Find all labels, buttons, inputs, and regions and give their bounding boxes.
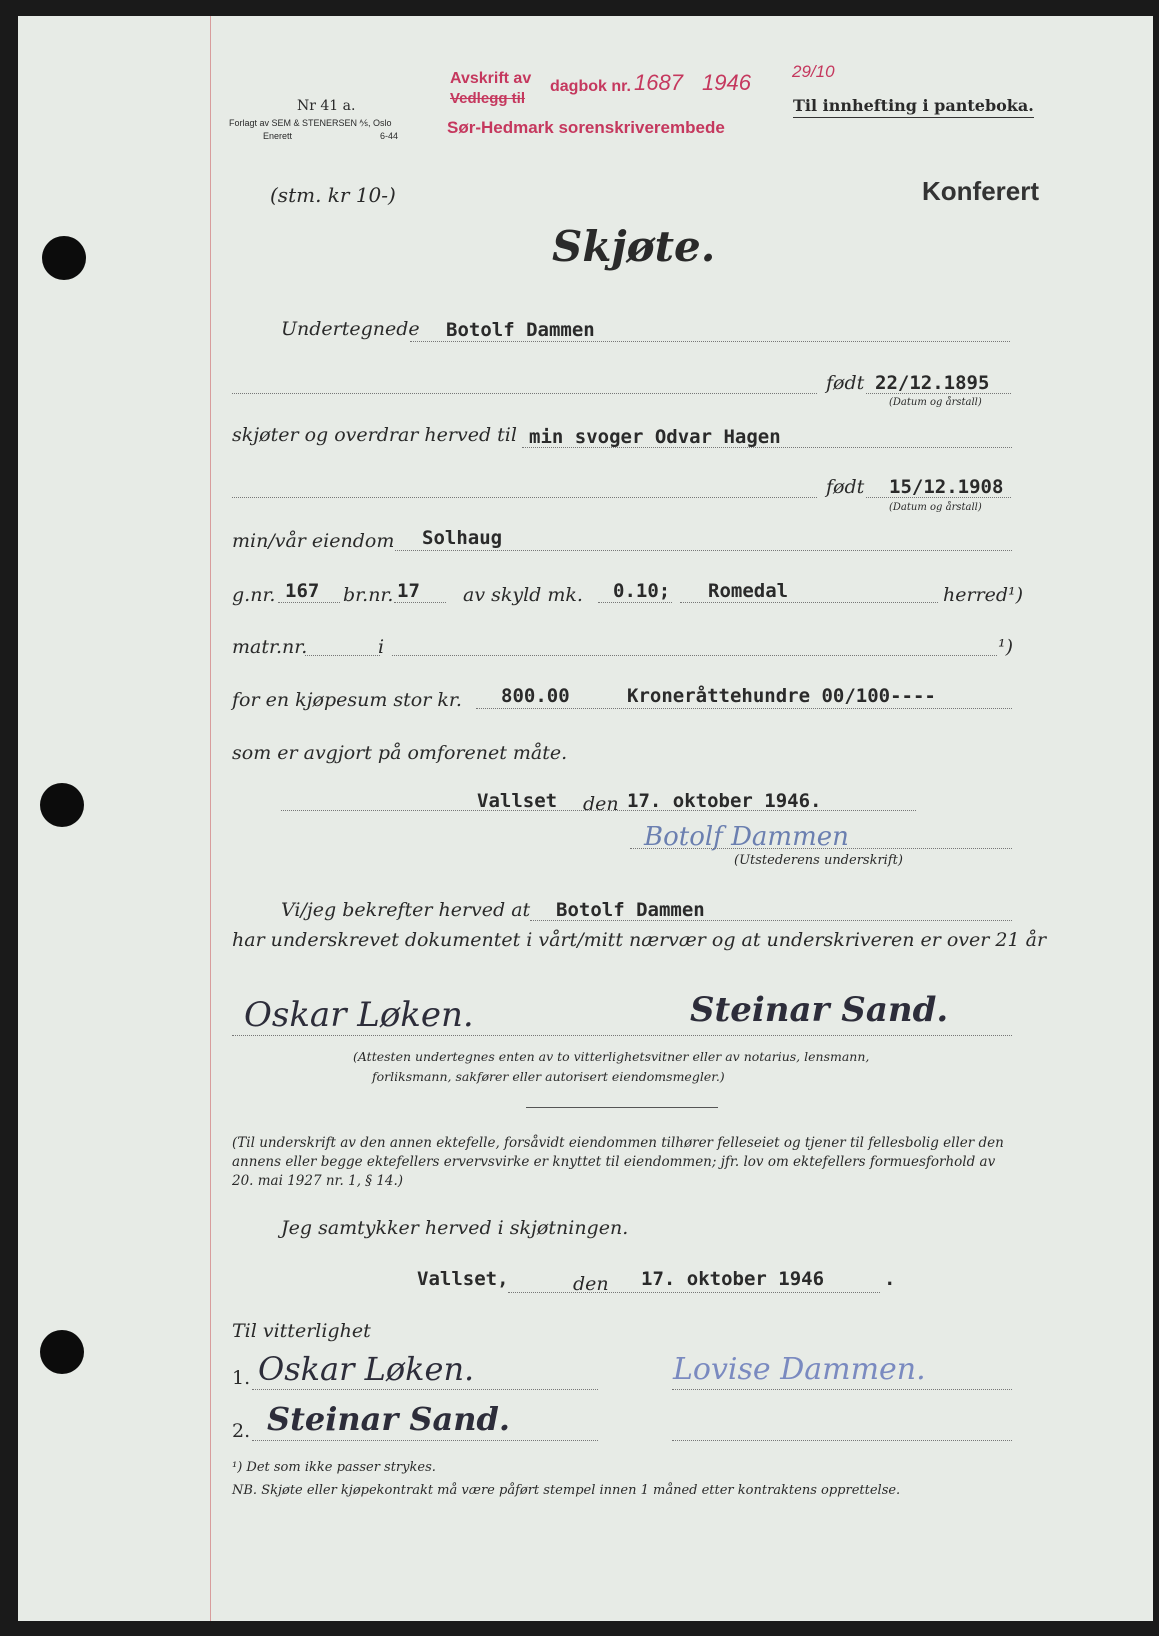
property-line: [395, 550, 1012, 551]
section-divider: [526, 1107, 718, 1108]
price-amount: 800.00: [501, 685, 570, 707]
matr-end: ¹): [998, 636, 1014, 658]
spouse-signature: Lovise Dammen.: [673, 1352, 926, 1387]
gnr-label: g.nr.: [232, 584, 276, 606]
place-date-line-1: [281, 810, 916, 811]
punch-hole-top: [42, 236, 86, 280]
spouse-signature-line: [672, 1389, 1012, 1390]
issuer-signature: Botolf Dammen: [644, 822, 849, 852]
margin-rule: [210, 16, 211, 1621]
stamp-vedlegg: Vedlegg til: [450, 90, 526, 107]
grantee-born-label: født: [826, 476, 865, 498]
skyld-value: 0.10;: [613, 580, 671, 602]
consent-line: [508, 1292, 880, 1293]
footnote-1: ¹) Det som ikke passer strykes.: [232, 1460, 436, 1475]
stamp-dagbok-label: dagbok nr.: [550, 78, 631, 95]
consent-date: 17. oktober 1946: [641, 1268, 825, 1290]
attest-label: Vi/jeg bekrefter herved at: [281, 899, 531, 921]
witness-2-signature: Steinar Sand.: [267, 1400, 511, 1438]
matr-label: matr.nr.: [232, 636, 308, 658]
bnr-line: [394, 602, 446, 603]
witness-1-signature: Oskar Løken.: [258, 1350, 475, 1388]
witness-2-line: [252, 1440, 598, 1441]
price-in-words: Kroneråttehundre 00/100----: [627, 685, 936, 707]
grantor-label: Undertegnede: [281, 318, 420, 340]
stamp-dagbok-number: 1687: [634, 70, 683, 95]
grantee-blank-line: [232, 497, 817, 498]
witness-2-right-line: [672, 1440, 1012, 1441]
grantee-name: min svoger Odvar Hagen: [529, 426, 781, 448]
matr-i-line: [392, 655, 997, 656]
grantee-born-caption: (Datum og årstall): [889, 502, 982, 513]
matr-i: i: [378, 636, 385, 658]
settled-text: som er avgjort på omforenet måte.: [232, 742, 568, 764]
grantee-born-line: [866, 497, 1011, 498]
grantor-born-date: 22/12.1895: [875, 372, 990, 394]
gnr-value: 167: [285, 580, 320, 602]
publisher-line: Forlagt av SEM & STENERSEN ⅍, Oslo: [229, 118, 392, 128]
page-title: Skjøte.: [552, 222, 716, 271]
property-label: min/vår eiendom: [232, 530, 395, 552]
witness-2-number: 2.: [232, 1420, 251, 1442]
grantor-born-line: [866, 393, 1011, 394]
attest-line: [530, 920, 1012, 921]
grantee-line: [522, 447, 1012, 448]
stamp-year: 1946: [702, 70, 751, 95]
footnote-nb: NB. Skjøte eller kjøpekontrakt må være påført stempel innen 1 måned etter kontraktens opprettelse.: [232, 1483, 901, 1498]
fee-handwritten-note: (stm. kr 10-): [270, 183, 396, 207]
spouse-note: (Til underskrift av den annen ektefelle, forsåvidt eiendommen tilhører felleseiet og tjener til fellesbolig eller den annens eller begge ektefellers ervervsvirke er knyttet til eiendommen; jfr. lov om ektefellers formuesforhold av 20. mai 1927 nr. 1, § 14.): [232, 1135, 1004, 1189]
attest-witness-2-signature: Steinar Sand.: [690, 990, 949, 1030]
issuer-caption: (Utstederens underskrift): [734, 853, 903, 868]
attest-caption-2: forliksmann, sakfører eller autorisert eiendomsmegler.): [372, 1069, 725, 1084]
binding-note: Til innhefting i panteboka.: [793, 96, 1034, 118]
attest-caption-1: (Attesten undertegnes enten av to vitterlighetsvitner eller av notarius, lensmann,: [353, 1049, 870, 1064]
attest-statement: har underskrevet dokumentet i vårt/mitt nærvær og at underskriveren er over 21 år: [232, 929, 1047, 951]
witness-1-line: [252, 1389, 598, 1390]
punch-hole-bottom: [40, 1330, 84, 1374]
witness-1-number: 1.: [232, 1367, 251, 1389]
consent-dot: .: [884, 1268, 896, 1290]
gnr-line: [278, 602, 340, 603]
attest-witness-1-signature: Oskar Løken.: [244, 995, 474, 1035]
grantor-name: Botolf Dammen: [446, 319, 595, 341]
grantor-line: [410, 341, 1010, 342]
grantee-label: skjøter og overdrar herved til: [232, 424, 517, 446]
grantor-born-label: født: [826, 372, 865, 394]
stamp-avskrift: Avskrift av: [450, 70, 532, 87]
skyld-label: av skyld mk.: [463, 584, 583, 606]
attest-signature-line: [232, 1035, 1012, 1036]
publisher-date: 6-44: [380, 131, 399, 141]
date-1: 17. oktober 1946.: [627, 790, 822, 812]
stamp-court: Sør-Hedmark sorenskriverembede: [447, 118, 725, 137]
matr-line: [305, 655, 380, 656]
grantor-blank-line: [232, 393, 817, 394]
herred-line: [680, 602, 938, 603]
price-line: [476, 708, 1012, 709]
den-1: den: [583, 793, 619, 815]
konferert-stamp: Konferert: [922, 176, 1040, 206]
price-label: for en kjøpesum stor kr.: [232, 689, 462, 711]
publisher-enerett: Enerett: [263, 131, 293, 141]
herred-value: Romedal: [708, 580, 789, 602]
herred-label: herred¹): [943, 584, 1024, 606]
stamp-handwritten-date: 29/10: [792, 62, 835, 81]
property-name: Solhaug: [422, 527, 503, 549]
punch-hole-middle: [40, 783, 84, 827]
consent-den: den: [573, 1273, 609, 1295]
attest-name: Botolf Dammen: [556, 899, 705, 921]
skyld-line: [598, 602, 672, 603]
consent-text: Jeg samtykker herved i skjøtningen.: [281, 1217, 629, 1239]
grantor-born-caption: (Datum og årstall): [889, 397, 982, 408]
issuer-signature-line: [630, 848, 1012, 849]
bnr-value: 17: [397, 580, 420, 602]
grantee-born-date: 15/12.1908: [889, 476, 1004, 498]
form-number: Nr 41 a.: [297, 98, 356, 114]
bnr-label: br.nr.: [343, 584, 394, 606]
place-1: Vallset: [477, 790, 558, 812]
consent-place: Vallset,: [417, 1268, 509, 1290]
vitterlighet-label: Til vitterlighet: [232, 1320, 371, 1342]
